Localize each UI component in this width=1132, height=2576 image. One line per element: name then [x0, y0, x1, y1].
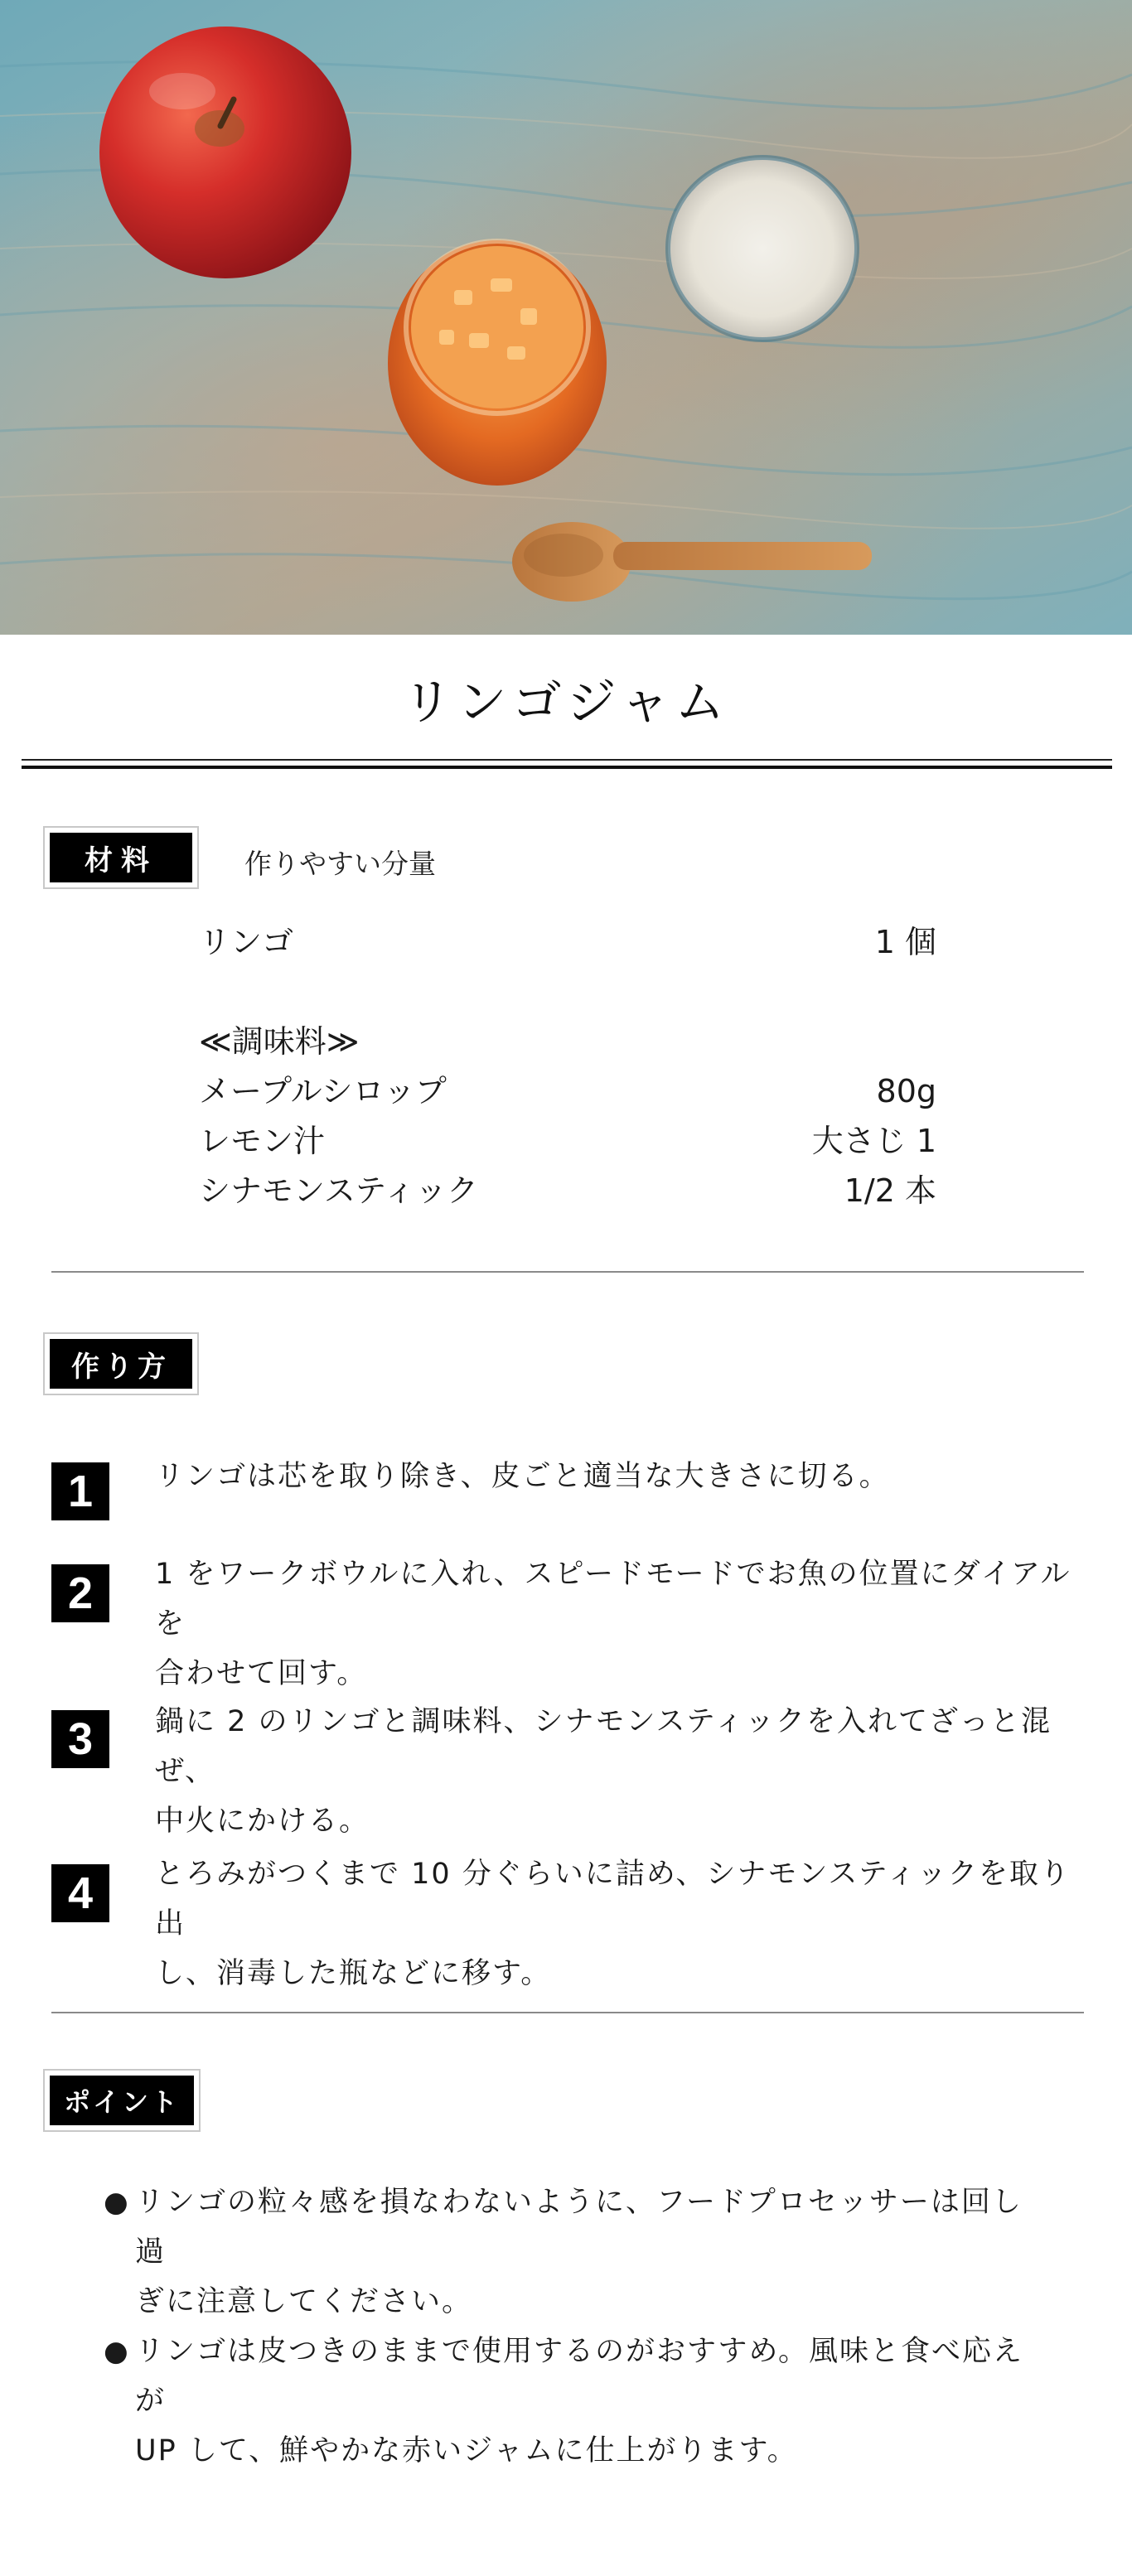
- point-line: UP して、鮮やかな赤いジャムに仕上がります。: [135, 2434, 798, 2467]
- points-label-box: [43, 2069, 201, 2132]
- bullet-icon: ●: [104, 2335, 130, 2368]
- point-item: [104, 2177, 1048, 2327]
- section-divider: [51, 2012, 1084, 2013]
- ingredient-name: ≪調味料≫: [199, 1023, 360, 1060]
- method-label: 作り方: [50, 1339, 192, 1389]
- step-line: し、消毒した瓶などに移す。: [155, 1957, 552, 1990]
- step-line: 中火にかける。: [155, 1805, 370, 1838]
- ingredient-amount: 大さじ 1: [811, 1123, 936, 1159]
- step-line: リンゴは芯を取り除き、皮ごと適当な大きさに切る。: [155, 1460, 890, 1493]
- ingredients-label: 材料: [50, 833, 192, 882]
- step-text: [155, 1697, 1083, 1846]
- ingredient-name: シナモンスティック: [199, 1172, 479, 1209]
- ingredient-row: [199, 1125, 936, 1157]
- ingredient-row: [199, 926, 936, 958]
- step-text: [155, 1549, 1083, 1699]
- step-line: とろみがつくまで 10 分ぐらいに詰め、シナモンスティックを取り出: [155, 1858, 1071, 1940]
- ingredients-label-box: [43, 826, 199, 889]
- ingredient-row: [199, 1075, 936, 1107]
- hero-photo: [0, 0, 1132, 635]
- recipe-title: リンゴジャム: [402, 674, 730, 732]
- section-divider: [51, 1271, 1084, 1273]
- ingredient-name: レモン汁: [199, 1123, 326, 1159]
- step-number: 3: [51, 1710, 109, 1768]
- step-text: [155, 1452, 1083, 1501]
- ingredient-name: リンゴ: [199, 924, 294, 960]
- method-label-box: [43, 1332, 199, 1395]
- ingredient-amount: 1/2 本: [844, 1172, 936, 1209]
- bullet-icon: ●: [104, 2186, 130, 2219]
- step-text: [155, 1849, 1083, 1998]
- step-line: 合わせて回す。: [155, 1657, 368, 1690]
- title-rule-thin: [22, 759, 1112, 761]
- servings-note: 作りやすい分量: [244, 848, 436, 880]
- ingredient-amount: 80g: [876, 1073, 936, 1109]
- step-number: 2: [51, 1564, 109, 1622]
- ingredient-group-heading: [199, 1023, 936, 1060]
- point-line: リンゴの粒々感を損なわないように、フードプロセッサーは回し過: [135, 2186, 1023, 2269]
- title-rule-thick: [22, 766, 1112, 769]
- points-label: ポイント: [50, 2076, 194, 2125]
- ingredient-row: [199, 1172, 936, 1209]
- point-item: [104, 2327, 1048, 2476]
- hero-illustration: [0, 0, 1132, 635]
- point-line: ぎに注意してください。: [135, 2285, 473, 2318]
- ingredient-name: メープルシロップ: [199, 1073, 447, 1109]
- step-line: 1 をワークボウルに入れ、スピードモードでお魚の位置にダイアルを: [155, 1558, 1072, 1641]
- ingredient-amount: 1 個: [874, 924, 936, 960]
- point-line: リンゴは皮つきのままで使用するのがおすすめ。風味と食べ応えが: [135, 2335, 1023, 2418]
- step-line: 鍋に 2 のリンゴと調味料、シナモンスティックを入れてざっと混ぜ、: [155, 1705, 1052, 1788]
- step-number: 1: [51, 1462, 109, 1520]
- step-number: 4: [51, 1864, 109, 1922]
